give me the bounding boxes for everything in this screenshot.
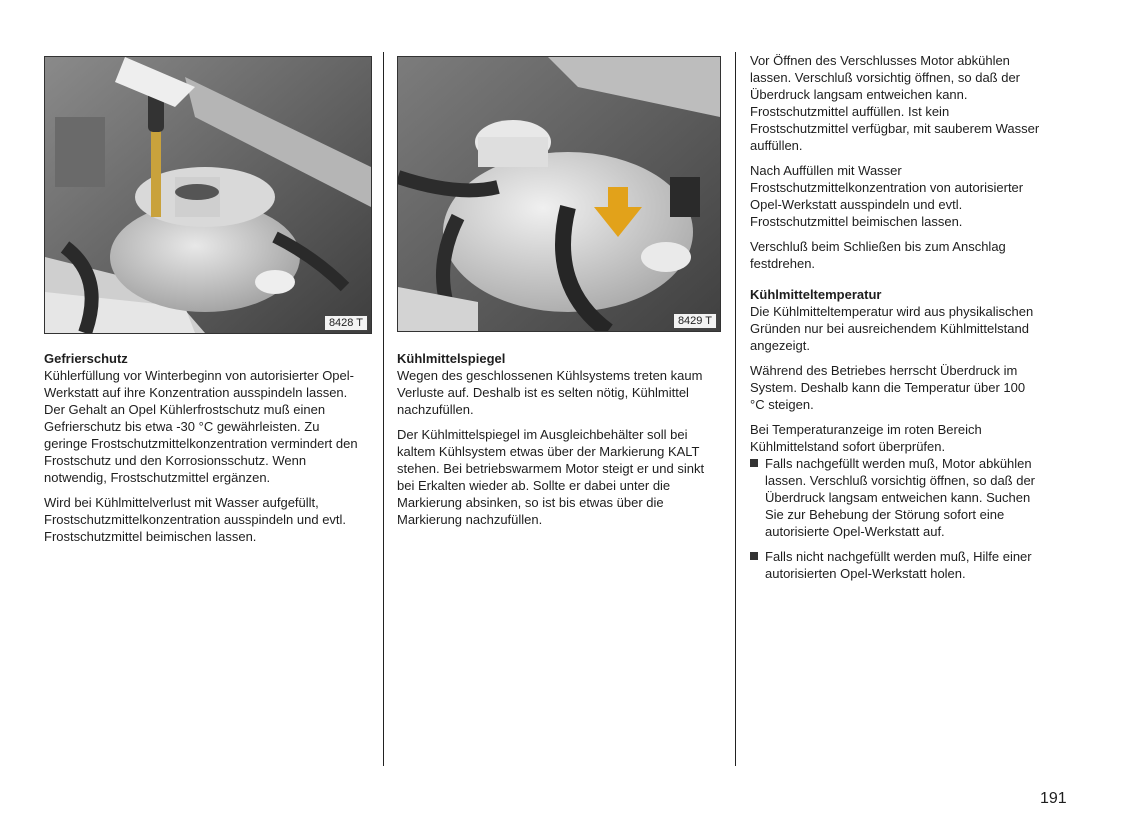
heading-kuehlmittelspiegel: Kühlmittelspiegel xyxy=(397,351,506,366)
engine-illustration-middle xyxy=(398,57,720,331)
figure-code-middle: 8429 T xyxy=(673,313,717,329)
engine-illustration-left xyxy=(45,57,371,333)
right-column-text xyxy=(750,52,1040,590)
paragraph: Wegen des geschlossenen Kühlsystems treten kaum Verluste auf. Deshalb ist es selten nötig, Kühlmittel nachzufüllen. xyxy=(397,368,703,417)
middle-column-text xyxy=(397,350,719,536)
paragraph: Verschluß beim Schließen bis zum Anschlag festdrehen. xyxy=(750,239,1006,271)
bullet-item xyxy=(750,548,1040,582)
bullet-square-icon xyxy=(750,552,758,560)
paragraph: Vor Öffnen des Verschlusses Motor abkühlen lassen. Verschluß vorsichtig öffnen, so daß der Überdruck langsam entweichen kann. Frostschutzmittel auffüllen. Ist kein Frostschutzmittel verfügbar, mit sauberem Wasser auffüllen. xyxy=(750,53,1040,153)
bullet-item xyxy=(750,455,1040,540)
paragraph: Während des Betriebes herrscht Überdruck im System. Deshalb kann die Temperatur über 100 °C steigen. xyxy=(750,363,1026,412)
figure-code-left: 8428 T xyxy=(324,315,368,331)
paragraph: Der Kühlmittelspiegel im Ausgleichbehälter soll bei kaltem Kühlsystem etwas über der Markierung KALT stehen. Bei betriebswarmem Motor steigt er und sinkt bei Erkalten wieder ab. Sollte er dabei unter die Markierung absinken, so ist bis etwas über die Markierung nachzufüllen. xyxy=(397,427,705,527)
paragraph: Nach Auffüllen mit Wasser Frostschutzmittelkonzentration von autorisierter Opel-Werkstatt ausspindeln und evtl. Frostschutzmittel beimischen lassen. xyxy=(750,163,1024,229)
bullet-text: Falls nachgefüllt werden muß, Motor abkühlen lassen. Verschluß vorsichtig öffnen, so daß der Überdruck langsam entweichen kann. Suchen Sie zur Behebung der Störung sofort eine autorisierte Opel-Werkstatt auf. xyxy=(765,456,1036,539)
bullet-square-icon xyxy=(750,459,758,467)
figure-coolant-level xyxy=(397,56,721,332)
column-divider-right xyxy=(735,52,736,766)
figure-antifreeze-tester xyxy=(44,56,372,334)
page-number: 191 xyxy=(1040,790,1067,807)
bullet-text: Falls nicht nachgefüllt werden muß, Hilfe einer autorisierten Opel-Werkstatt holen. xyxy=(765,549,1032,581)
column-divider-left xyxy=(383,52,384,766)
paragraph: Wird bei Kühlmittelverlust mit Wasser aufgefüllt, Frostschutzmittelkonzentration ausspindeln und evtl. Frostschutzmittel beimischen lassen. xyxy=(44,495,347,544)
paragraph: Die Kühlmitteltemperatur wird aus physikalischen Gründen nur bei ausreichendem Kühlmittelstand angezeigt. xyxy=(750,304,1034,353)
paragraph: Bei Temperaturanzeige im roten Bereich Kühlmittelstand sofort überprüfen. xyxy=(750,422,982,454)
heading-kuehlmitteltemperatur: Kühlmitteltemperatur xyxy=(750,287,882,302)
heading-gefrierschutz: Gefrierschutz xyxy=(44,351,128,366)
left-column-text xyxy=(44,350,366,553)
paragraph: Kühlerfüllung vor Winterbeginn von autorisierter Opel-Werkstatt auf ihre Konzentration ausspindeln lassen. Der Gehalt an Opel Kühlerfrostschutz muß einen Gefrierschutz bis etwa -30 °C gewährleisten. Zu geringe Frostschutzmittelkonzentration vermindert den Frostschutz und den Korrosionsschutz. Wenn notwendig, Frostschutzmittel ergänzen. xyxy=(44,368,358,485)
